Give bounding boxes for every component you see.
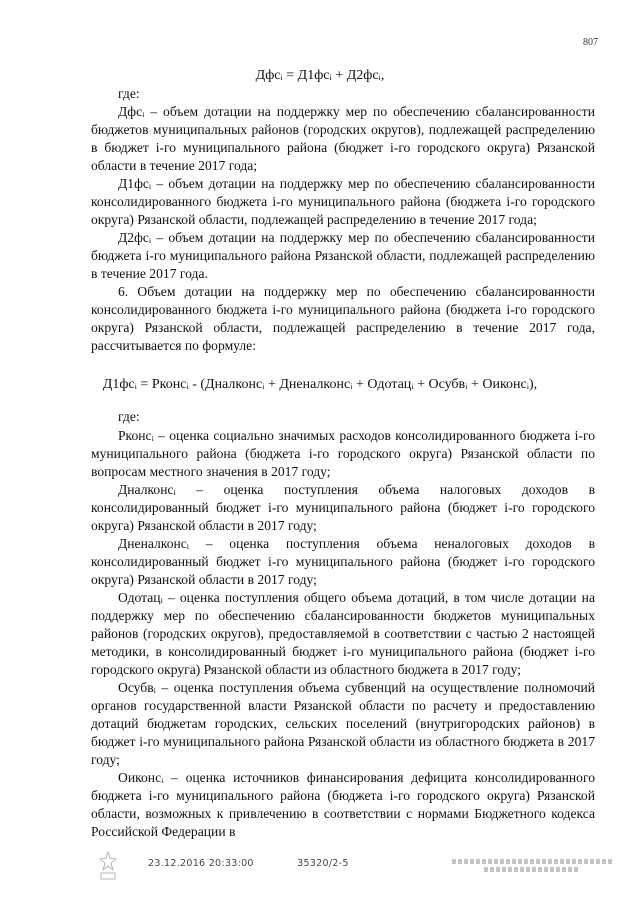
- definition-d1fs: Д1фсᵢ – объем дотации на поддержку мер по обеспечению сбалансированности консолидированного бюджета i-го муниципального района (бюджета i-го городского округа) Рязанской области, подлежащей распределению в течение 2017 года;: [91, 176, 595, 227]
- paragraph-6: 6. Объем дотации на поддержку мер по обеспечению сбалансированности консолидированного бюджета i-го муниципального района (бюджета i-го городского округа) Рязанской области, подлежащей распределению в течение 2017 года, рассчитывается по формуле:: [91, 284, 595, 353]
- where-label-2: где:: [118, 409, 140, 424]
- definition-osubv: Осубвᵢ – оценка поступления объема субвенций на осуществление полномочий органов государственной власти Рязанской области по расчету и предоставлению дотаций бюджетам городских, сельских поселений (внутригородских районов) в бюджет i-го муниципального района Рязанской области из областного бюджета в 2017 году;: [91, 680, 595, 767]
- footer-meta: [148, 858, 389, 869]
- formula-d1fs: Д1фсᵢ = Рконсᵢ - (Дналконсᵢ + Дненалконсᵢ + Одотацᵢ + Осубвᵢ + Оиконсᵢ),: [102, 377, 538, 392]
- definition-oikons: Оиконсᵢ – оценка источников финансирования дефицита консолидированного бюджета i-го муниципального района (бюджета i-го городского округа) Рязанской области, возможных к привлечению в соответствии с нормами Бюджетного кодекса Российской Федерации в: [91, 770, 595, 839]
- definition-dnenalkons: Дненалконсᵢ – оценка поступления объема неналоговых доходов в консолидированный бюджет i-го муниципального района (бюджет i-го городского округа) Рязанской области в 2017 году;: [91, 536, 595, 587]
- where-label-1: где:: [118, 86, 140, 101]
- definitions-block-2: [91, 427, 595, 841]
- definition-d2fs: Д2фсᵢ – объем дотации на поддержку мер по обеспечению сбалансированности бюджета i-го муниципального района Рязанской области, подлежащей распределению в течение 2017 года.: [91, 230, 595, 281]
- definition-rkons: Рконсᵢ – оценка социально значимых расходов консолидированного бюджета i-го муниципального района (бюджета i-го городского округа) Рязанской области по вопросам местного значения в 2017 году;: [91, 428, 595, 479]
- definition-dfs: Дфсᵢ – объем дотации на поддержку мер по обеспечению сбалансированности бюджетов муниципальных районов (городских округов), подлежащей распределению в бюджет i-го муниципального района (бюджет i-го городского округа) Рязанской области в течение 2017 года;: [91, 104, 595, 173]
- definitions-block-1: [91, 103, 595, 355]
- electronic-signature-stamp: [452, 856, 612, 875]
- definition-dnalkons: Дналконсᵢ – оценка поступления объема налоговых доходов в консолидированный бюджет i-го муниципального района (бюджет i-го городского округа) Рязанской области в 2017 году;: [91, 482, 595, 533]
- footer-doc-id: 35320/2-5: [297, 858, 349, 869]
- footer-datetime: 23.12.2016 20:33:00: [148, 858, 254, 869]
- page-number: 807: [583, 37, 598, 48]
- seal-icon: [96, 849, 120, 883]
- formula-dfs: Дфсᵢ = Д1фсᵢ + Д2фсᵢ,: [255, 68, 385, 83]
- definition-odotac: Одотацᵢ – оценка поступления общего объема дотаций, в том числе дотации на поддержку мер по обеспечению сбалансированности бюджетов муниципальных районов (городских округов), предоставляемой в соответствии с частью 2 настоящей методики, в консолидированный бюджет i-го муниципального района (бюджет i-го городского округа) Рязанской области из областного бюджета в 2017 году;: [91, 590, 595, 677]
